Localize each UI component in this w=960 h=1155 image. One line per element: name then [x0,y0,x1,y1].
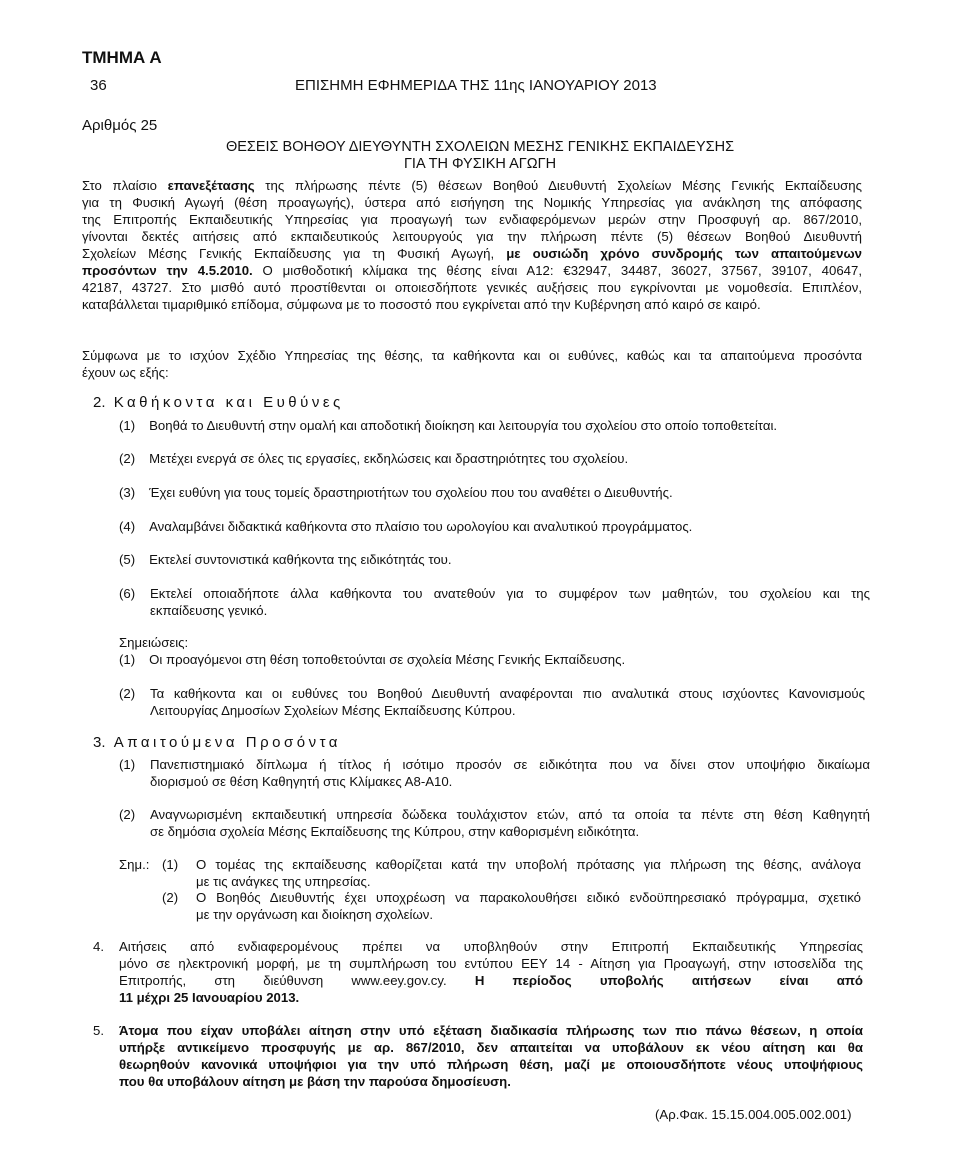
intro-line-8: καταβάλλεται τιμαριθμικό επίδομα, σύμφωνα με το ποσοστό που εγκρίνεται από την Κυβέρνηση από καιρό σε καιρό. [82,297,761,312]
previous-line-3: θεωρηθούν κανονικά υποψήφιοι για την υπό πλήρωση θέση, μαζί με οποιουσδήποτε νέους υποψήφιους [119,1057,863,1072]
gazette-title: ΕΠΙΣΗΜΗ ΕΦΗΜΕΡΙΔΑ ΤΗΣ 11ης ΙΑΝΟΥΑΡΙΟΥ 2013 [295,77,657,94]
duty-item-5: (5) Εκτελεί συντονιστικά καθήκοντα της ειδικότητάς του. [119,552,452,567]
notice-title [0,139,960,173]
section-label: ΤΜΗΜΑ Α [82,48,162,67]
intro-line-7: 42187, 43727. Στο μισθό αυτό προστίθενται οι οποιεσδήποτε γενικές αυξήσεις που εγκρίνονται με νομοθεσία. Επιπλέον, [82,280,862,295]
note-item-1: (1) Οι προαγόμενοι στη θέση τοποθετούνται σε σχολεία Μέσης Γενικής Εκπαίδευσης. [119,652,626,667]
applications-line-3: Επιτροπής, στη διεύθυνση www.eey.gov.cy. Η περίοδος υποβολής αιτήσεων είναι από [119,973,863,988]
note-item-2: (2) Τα καθήκοντα και οι ευθύνες του Βοηθού Διευθυντή αναφέρονται πιο αναλυτικά στους ισχύοντες Κανονισμούς Λειτουργίας Δημοσίων Σχολείων Μέσης Εκπαίδευσης Κύπρου. [119,686,865,718]
intro-line-4: γίνονται δεκτές αιτήσεις από εκπαιδευτικούς λειτουργούς για την πλήρωση πέντε (5) θέσεων Βοηθού Διευθυντή [82,229,862,244]
duty-item-2: (2) Μετέχει ενεργά σε όλες τις εργασίες, εκδηλώσεις και δραστηριότητες του σχολείου. [119,451,629,466]
previous-line-2: υπήρξε αντικείμενο προσφυγής με αρ. 867/2010, δεν απαιτείται να υποβάλουν εκ νέου αίτηση και θα [119,1040,863,1055]
previous-line-4: που θα υποβάλουν αίτηση με βάση την παρούσα δημοσίευση. [119,1074,511,1089]
applications-paragraph: 4. Αιτήσεις από ενδιαφερομένους πρέπει να υποβληθούν στην Επιτροπή Εκπαιδευτικής Υπηρεσίας μόνο σε ηλεκτρονική μορφή, με τη συμπλήρωση του εντύπου ΕΕΥ 14 - Αίτηση για Προαγωγή, στην ιστοσελίδα της Επιτροπής, στη διεύθυνση www.eey.gov.cy. Η περίοδος υποβολής αιτήσεων είναι από 11 μέχρι 25 Ιανουαρίου 2013. [93,939,863,1005]
application-period: 11 μέχρι 25 Ιανουαρίου 2013. [119,990,300,1005]
nb-label: Σημ.: [119,857,150,872]
notice-title-line-1: ΘΕΣΕΙΣ ΒΟΗΘΟΥ ΔΙΕΥΘΥΝΤΗ ΣΧΟΛΕΙΩΝ ΜΕΣΗΣ ΓΕΝΙΚΗΣ ΕΚΠΑΙΔΕΥΣΗΣ [225,139,735,155]
notes-heading: Σημειώσεις: [119,635,189,650]
qualification-nb-1: Σημ.: (1) Ο τομέας της εκπαίδευσης καθορίζεται κατά την υποβολή πρότασης για πλήρωση της θέσης, ανάλογα με τις ανάγκες της υπηρεσίας. [119,857,861,889]
intro-line-3: της Επιτροπής Εκπαιδευτικής Υπηρεσίας για προαγωγή των ενδιαφερόμενων μερών στην Προσφυγή αρ. 867/2010, [82,212,862,227]
intro-paragraph [82,177,862,313]
previous-line-1: Άτομα που είχαν υποβάλει αίτηση στην υπό εξέταση διαδικασία πλήρωσης των πιο πάνω θέσεων, η οποία [119,1023,863,1038]
page-number: 36 [90,77,107,94]
intro-line-1: Στο πλαίσιο επανεξέτασης της πλήρωσης πέντε (5) θέσεων Βοηθού Διευθυντή Σχολείων Μέσης Γενικής Εκπαίδευσης [82,178,862,193]
scheme-line-2: έχουν ως εξής: [82,365,169,380]
duty-item-3: (3) Έχει ευθύνη για τους τομείς δραστηριοτήτων του σχολείου που του αναθέτει ο Διευθυντής. [119,485,673,500]
duty-item-6: (6) Εκτελεί οποιαδήποτε άλλα καθήκοντα του ανατεθούν για το συμφέρον των μαθητών, του σχολείου και της εκπαίδευσης γενικό. [119,586,870,618]
duty-item-1: (1) Βοηθά το Διευθυντή στην ομαλή και αποδοτική διοίκηση και λειτουργία του σχολείου στο οποίο τοποθετείται. [119,418,778,433]
duty-item-4: (4) Αναλαμβάνει διδακτικά καθήκοντα στο πλαίσιο του ωρολογίου και αναλυτικού προγράμματος. [119,519,693,534]
qualification-item-2: (2) Αναγνωρισμένη εκπαιδευτική υπηρεσία δώδεκα τουλάχιστον ετών, από τα οποία τα πέντε στη θέση Καθηγητή σε δημόσια σχολεία Μέσης Εκπαίδευσης της Κύπρου, στην καθορισμένη ειδικότητα. [119,807,870,839]
notice-number: Αριθμός 25 [82,117,158,134]
intro-line-6: προσόντων την 4.5.2010. Ο μισθοδοτική κλίμακα της θέσης είναι Α12: €32947, 34487, 36027, 37567, 39107, 40647, [82,263,862,278]
qualification-item-1: (1) Πανεπιστημιακό δίπλωμα ή τίτλος ή ισότιμο προσόν σε ειδικότητα που να δίνει στον υποψήφιο δικαίωμα διορισμού σε θέση Καθηγητή στις Κλίμακες Α8-Α10. [119,757,870,789]
applications-line-1: Αιτήσεις από ενδιαφερομένους πρέπει να υποβληθούν στην Επιτροπή Εκπαιδευτικής Υπηρεσίας [119,939,863,954]
applications-line-2: μόνο σε ηλεκτρονική μορφή, με τη συμπλήρωση του εντύπου ΕΕΥ 14 - Αίτηση για Προαγωγή, στην ιστοσελίδα της [119,956,863,971]
intro-line-5: Σχολείων Μέσης Γενικής Εκπαίδευσης για τη Φυσική Αγωγή, με ουσιώδη χρόνο συνδρομής των απαιτούμενων [82,246,862,261]
intro-line-2: για τη Φυσική Αγωγή (θέση προαγωγής), ύστερα από εισήγηση της Νομικής Υπηρεσίας για ανάκληση της απόφασης [82,195,862,210]
qualifications-heading: 3. Απαιτούμενα Προσόντα [93,734,341,751]
file-reference: (Αρ.Φακ. 15.15.004.005.002.001) [655,1107,852,1122]
notice-title-line-2: ΓΙΑ ΤΗ ΦΥΣΙΚΗ ΑΓΩΓΗ [403,156,557,172]
emphasis-reexamination: επανεξέτασης [167,178,255,193]
duties-heading: 2. Καθήκοντα και Ευθύνες [93,394,344,411]
scheme-line-1: Σύμφωνα με το ισχύον Σχέδιο Υπηρεσίας της θέσης, τα καθήκοντα και οι ευθύνες, καθώς και τα απαιτούμενα προσόντα [82,348,862,363]
scheme-paragraph [82,347,862,381]
qualification-nb-2: (2) Ο Βοηθός Διευθυντής έχει υποχρέωση να παρακολουθήσει ειδικό ενδοϋπηρεσιακό πρόγραμμα, σχετικό με την οργάνωση και διοίκηση σχολείων. [162,890,861,922]
previous-applicants-paragraph: 5. Άτομα που είχαν υποβάλει αίτηση στην υπό εξέταση διαδικασία πλήρωσης των πιο πάνω θέσεων, η οποία υπήρξε αντικείμενο προσφυγής με αρ. 867/2010, δεν απαιτείται να υποβάλουν εκ νέου αίτηση και θα θεωρηθούν κανονικά υποψήφιοι για την υπό πλήρωση θέση, μαζί με οποιουσδήποτε νέους υποψήφιους που θα υποβάλουν αίτηση με βάση την παρούσα δημοσίευση. [93,1023,863,1089]
